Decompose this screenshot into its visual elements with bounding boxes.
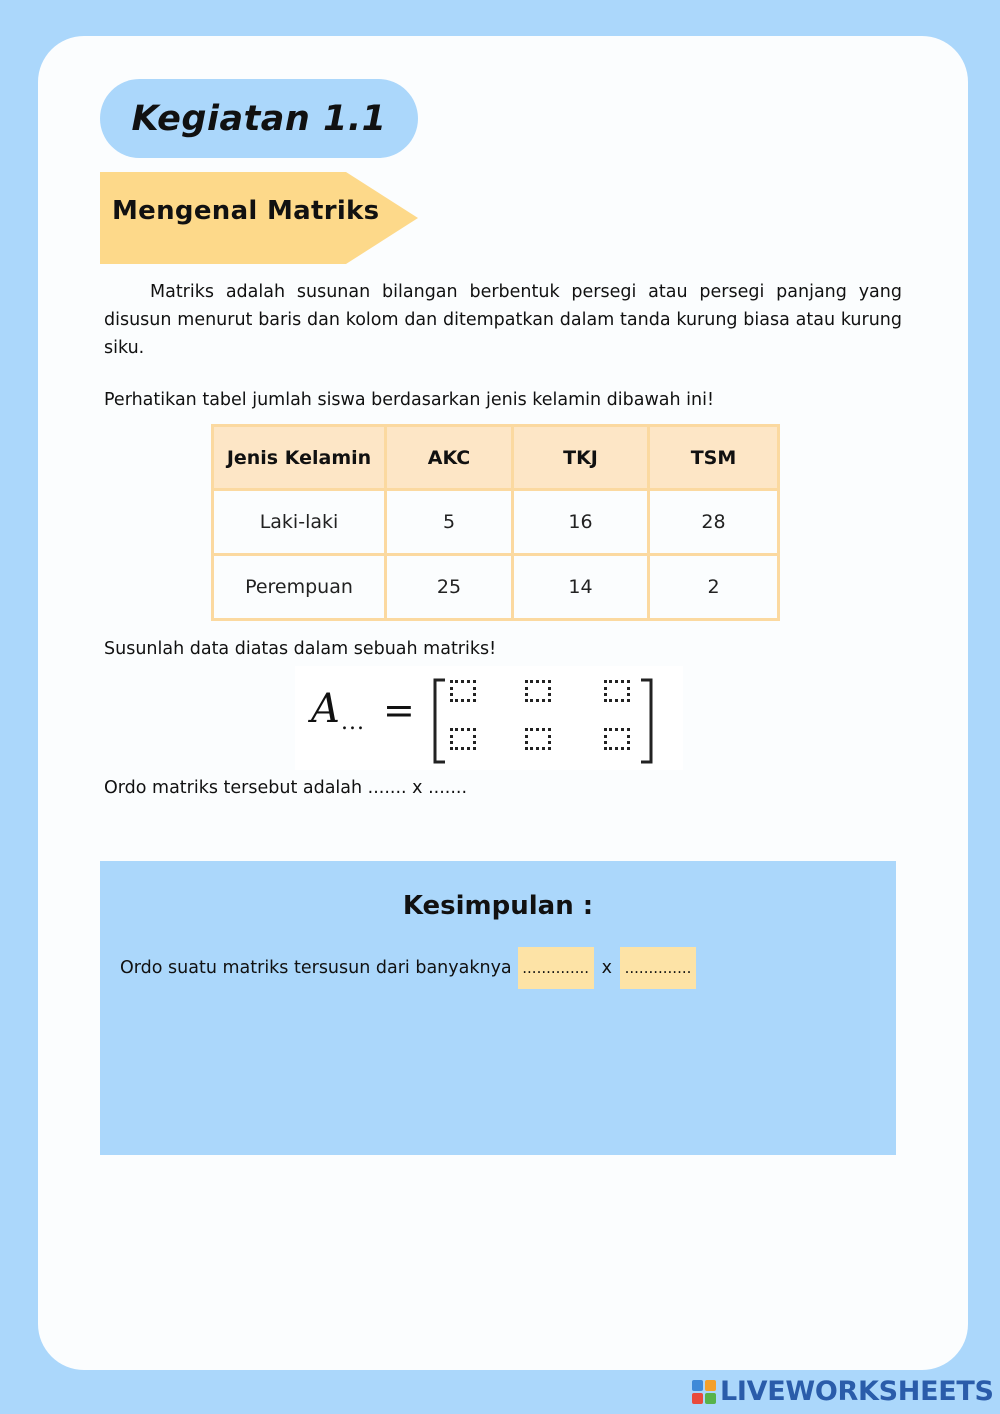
table-row [213,555,779,620]
table-cell: 16 [513,490,649,555]
matrix-entry-box[interactable] [604,728,630,750]
brand-name: LIVEWORKSHEETS [720,1376,994,1407]
right-bracket-icon [635,678,657,764]
matrix-entry-box[interactable] [450,728,476,750]
student-table [211,424,780,621]
table-cell: 5 [386,490,513,555]
header-cell: TSM [649,426,779,490]
logo-tile [692,1393,703,1404]
section-banner [100,172,418,264]
equals-sign: = [383,688,415,732]
table-cell: Perempuan [213,555,386,620]
table-cell: Laki-laki [213,490,386,555]
times-sign: x [601,958,613,978]
conclusion-text: Ordo suatu matriks tersusun dari banyaknya [120,958,512,978]
matrix-entry-box[interactable] [450,680,476,702]
table-cell: 25 [386,555,513,620]
header-cell: AKC [386,426,513,490]
conclusion-title: Kesimpulan : [402,891,594,921]
logo-tile [705,1380,716,1391]
liveworksheets-logo [692,1376,994,1407]
matrix-answer-area [295,666,683,770]
ordo-question: Ordo matriks tersebut adalah ....... x ....... [104,778,468,798]
conclusion-box [100,861,896,1155]
intro-paragraph: Matriks adalah susunan bilangan berbentuk persegi atau persegi panjang yang disusun menurut baris dan kolom dan ditempatkan dalam tanda kurung biasa atau kurung siku. [104,282,902,358]
answer-blank-columns[interactable]: .............. [620,947,696,989]
table-header-row [213,426,779,490]
matrix-entry-box[interactable] [604,680,630,702]
logo-tile [705,1393,716,1404]
logo-grid-icon [692,1380,716,1404]
logo-tile [692,1380,703,1391]
matrix-name: A [311,686,340,732]
section-title: Mengenal Matriks [112,196,380,226]
table-cell: 2 [649,555,779,620]
matrix-entry-box[interactable] [525,680,551,702]
activity-title: Kegiatan 1.1 [131,98,387,139]
table-instruction: Perhatikan tabel jumlah siswa berdasarkan jenis kelamin dibawah ini! [104,390,714,410]
header-cell: TKJ [513,426,649,490]
header-cell: Jenis Kelamin [213,426,386,490]
matrix-subscript-blank[interactable]: ... [341,710,365,735]
activity-title-pill [100,79,418,158]
table-cell: 14 [513,555,649,620]
table-row [213,490,779,555]
answer-blank-rows[interactable]: .............. [518,947,594,989]
table-cell: 28 [649,490,779,555]
matrix-instruction: Susunlah data diatas dalam sebuah matriks! [104,639,497,659]
matrix-entry-box[interactable] [525,728,551,750]
conclusion-row [120,947,696,989]
left-bracket-icon [429,678,451,764]
